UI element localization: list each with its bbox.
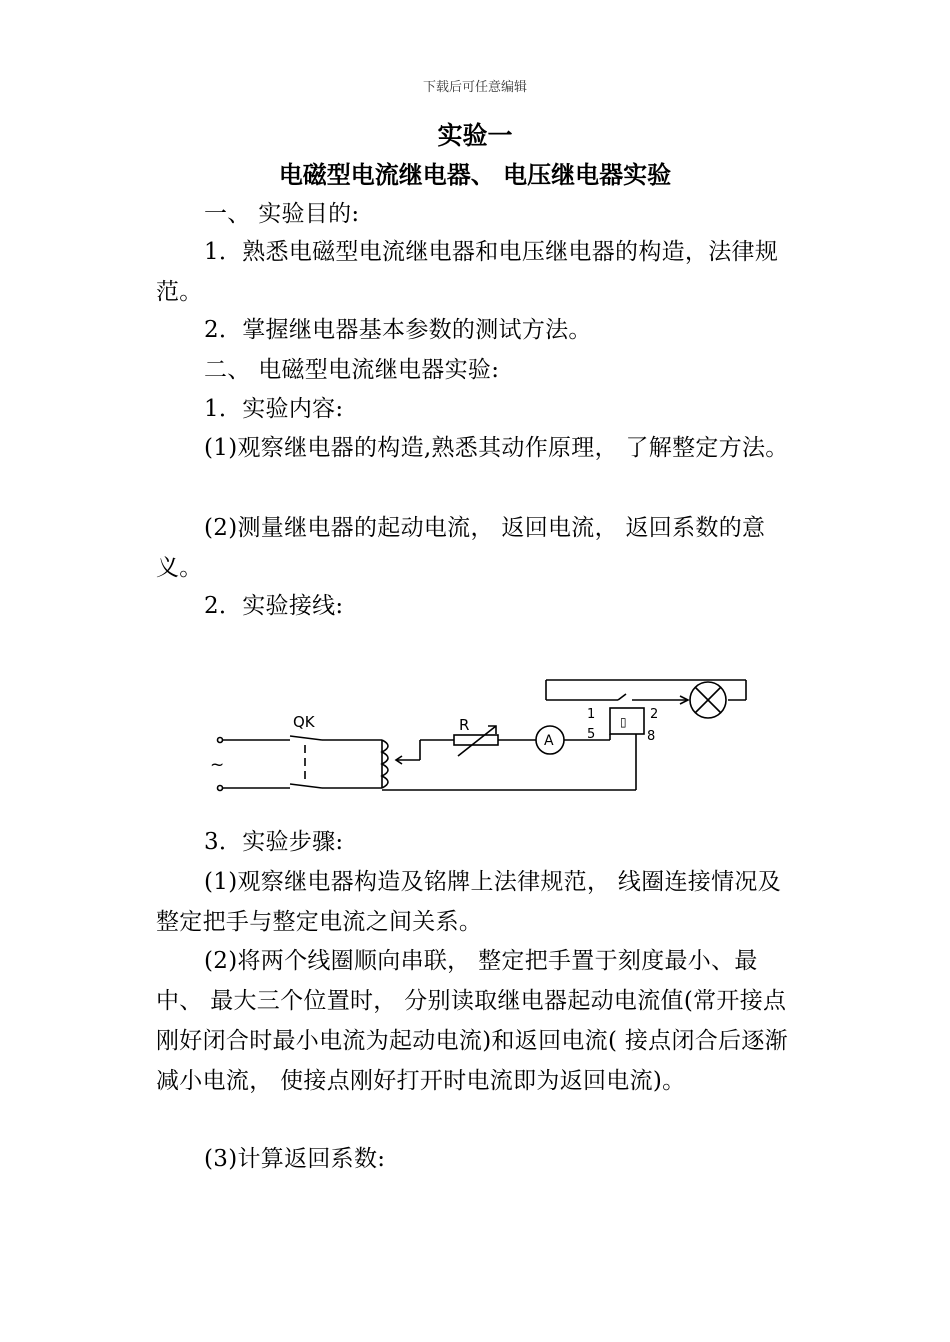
- paragraph-10: (3)计算返回系数:: [204, 1146, 386, 1172]
- label-qk: QK: [293, 713, 315, 731]
- paragraph-1: 1．熟悉电磁型电流继电器和电压继电器的构造，法律规范。: [156, 239, 779, 305]
- pin-1: 1: [587, 707, 596, 722]
- paragraph-3: 1．实验内容:: [204, 396, 344, 422]
- section-2-heading: 二、 电磁型电流继电器实验:: [204, 357, 500, 383]
- header-note: 下载后可任意编辑: [422, 80, 527, 95]
- document-title: 实验一: [437, 121, 513, 150]
- relay-box: [610, 708, 644, 734]
- terminal-top: [218, 738, 223, 743]
- pin-2: 2: [650, 707, 659, 722]
- paragraph-2: 2．掌握继电器基本参数的测试方法。: [204, 317, 592, 343]
- relay-symbol: ▯: [620, 715, 627, 729]
- paragraph-8: (1)观察继电器构造及铭牌上法律规范， 线圈连接情况及整定把手与整定电流之间关系。: [156, 869, 781, 935]
- rheostat: [454, 735, 498, 745]
- paragraph-4: (1)观察继电器的构造,熟悉其动作原理， 了解整定方法。: [204, 435, 789, 461]
- terminal-bottom: [218, 786, 223, 791]
- label-ammeter: A: [544, 733, 554, 749]
- wiring-diagram: [200, 670, 760, 800]
- autotransformer-coil: [382, 740, 388, 788]
- paragraph-6: 2．实验接线:: [204, 593, 344, 619]
- paragraph-7: 3．实验步骤:: [204, 829, 344, 855]
- label-r: R: [459, 716, 470, 734]
- paragraph-9: (2)将两个线圈顺向串联， 整定把手置于刻度最小、最中、 最大三个位置时， 分别读取继电器起动电流值(常开接点刚好闭合时最小电流为起动电流)和返回电流( 接点闭合后逐渐减小电流， 使接点刚好打开时电流即为返回电流)。: [156, 948, 788, 1094]
- pin-8: 8: [647, 729, 656, 744]
- section-1-heading: 一、 实验目的:: [204, 201, 360, 227]
- paragraph-5: (2)测量继电器的起动电流， 返回电流， 返回系数的意义。: [156, 515, 766, 581]
- pin-5: 5: [587, 727, 596, 742]
- document-subtitle: 电磁型电流继电器、 电压继电器实验: [278, 161, 672, 189]
- label-ac-source: ~: [210, 755, 225, 775]
